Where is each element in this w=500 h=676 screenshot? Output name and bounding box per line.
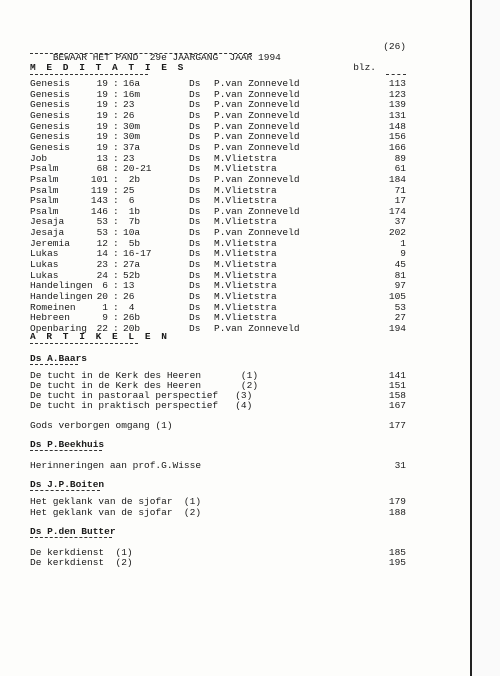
meditatie-row [30,90,406,100]
meditatie-page: 174 [388,205,406,217]
blz-rule [386,74,406,75]
meditatie-verse: 6 [123,195,135,207]
chapter-verse-separator: : [113,141,119,153]
meditatie-author: P.van Zonneveld [214,173,300,185]
meditatie-chapter: 19 [96,131,108,143]
meditatie-page: 184 [388,173,406,185]
meditatie-verse: 20b [123,322,141,334]
meditatie-title-prefix: Ds [189,216,201,228]
meditatie-row [30,249,406,259]
meditatie-title-prefix: Ds [189,99,201,111]
meditatie-page: 37 [394,216,406,228]
meditatie-title-prefix: Ds [189,131,201,143]
chapter-verse-separator: : [113,227,119,239]
meditatie-book: Jesaja [30,216,65,228]
chapter-verse-separator: : [113,88,119,100]
meditatie-title-prefix: Ds [189,259,201,271]
author-rule [30,537,112,538]
meditatie-chapter: 19 [96,99,108,111]
article-page: 31 [394,460,406,471]
meditatie-verse: 10a [123,227,141,239]
meditatie-title-prefix: Ds [189,322,201,334]
meditatie-row [30,164,406,174]
meditatie-row [30,303,406,313]
meditatie-book: Psalm [30,184,59,196]
meditatie-book: Jesaja [30,227,65,239]
meditatie-page: 71 [394,184,406,196]
meditatie-verse: 25 [123,184,135,196]
author-rule [30,490,100,491]
meditaties-heading: M E D I T A T I E S [30,62,186,73]
article-title: Gods verborgen omgang (1) [30,420,173,431]
meditatie-author: P.van Zonneveld [214,227,300,239]
meditatie-page: 61 [394,163,406,175]
meditatie-author: P.van Zonneveld [214,120,300,132]
article-row [30,558,406,568]
meditatie-verse: 23 [123,152,135,164]
meditatie-row [30,239,406,249]
meditatie-book: Genesis [30,99,70,111]
meditatie-verse: 26 [123,109,135,121]
meditatie-chapter: 101 [90,173,108,185]
meditatie-author: M.Vlietstra [214,237,277,249]
issue-number: (26) [383,41,406,52]
article-title: De tucht in de Kerk des Heeren (2) [30,380,259,391]
meditatie-row [30,271,406,281]
chapter-verse-separator: : [113,248,119,260]
meditatie-title-prefix: Ds [189,291,201,302]
meditatie-row [30,79,406,89]
meditatie-author: P.van Zonneveld [214,88,300,100]
meditatie-verse: 7b [123,216,141,228]
meditatie-author: P.van Zonneveld [214,99,300,111]
meditatie-page: 202 [388,227,406,239]
meditatie-page: 17 [394,195,406,207]
meditatie-page: 1 [400,237,406,249]
article-page: 179 [388,496,406,507]
article-page: 185 [388,547,406,558]
page-column-label: blz. [353,62,376,73]
meditatie-book: Genesis [30,88,70,100]
meditatie-page: 156 [388,131,406,143]
meditatie-chapter: 119 [90,184,108,196]
meditatie-book: Genesis [30,109,70,121]
meditatie-author: P.van Zonneveld [214,131,300,143]
article-page: 188 [388,507,406,518]
meditatie-title-prefix: Ds [189,205,201,217]
meditatie-verse: 16a [123,78,141,89]
meditatie-verse: 37a [123,141,141,153]
meditatie-book: Romeinen [30,301,76,313]
meditatie-row [30,111,406,121]
chapter-verse-separator: : [113,173,119,185]
meditatie-page: 105 [388,291,406,302]
meditatie-chapter: 19 [96,120,108,132]
article-page: 151 [388,380,406,391]
chapter-verse-separator: : [113,291,119,302]
article-row [30,421,406,431]
meditatie-title-prefix: Ds [189,280,201,292]
meditatie-verse: 1b [123,205,141,217]
meditatie-chapter: 19 [96,88,108,100]
meditatie-verse: 16m [123,88,141,100]
meditatie-book: Hebreen [30,312,70,324]
meditatie-chapter: 1 [102,301,108,313]
meditatie-chapter: 13 [96,152,108,164]
meditatie-page: 81 [394,269,406,281]
meditatie-page: 45 [394,259,406,271]
article-page: 177 [388,420,406,431]
meditatie-title-prefix: Ds [189,163,201,175]
meditatie-book: Handelingen [30,291,93,302]
page-edge [472,0,500,676]
article-author: Ds P.Beekhuis [30,439,105,450]
meditatie-book: Genesis [30,131,70,143]
chapter-verse-separator: : [113,259,119,271]
meditatie-chapter: 22 [96,322,108,334]
meditatie-author: M.Vlietstra [214,195,277,207]
meditatie-page: 139 [388,99,406,111]
meditatie-author: P.van Zonneveld [214,78,300,89]
meditatie-book: Jeremia [30,237,70,249]
meditatie-row [30,132,406,142]
meditatie-page: 53 [394,301,406,313]
meditatie-book: Genesis [30,141,70,153]
article-title: Het geklank van de sjofar (1) [30,496,202,507]
meditatie-verse: 30m [123,120,141,132]
meditatie-author: M.Vlietstra [214,152,277,164]
meditatie-page: 166 [388,141,406,153]
meditatie-verse: 20-21 [123,163,152,175]
meditatie-author: M.Vlietstra [214,216,277,228]
chapter-verse-separator: : [113,99,119,111]
meditatie-title-prefix: Ds [189,78,201,89]
article-title: Herinneringen aan prof.G.Wisse [30,460,202,471]
meditatie-author: P.van Zonneveld [214,205,300,217]
meditatie-chapter: 6 [102,280,108,292]
meditatie-book: Psalm [30,173,59,185]
meditatie-page: 89 [394,152,406,164]
article-title: De tucht in de Kerk des Heeren (1) [30,370,259,381]
meditatie-title-prefix: Ds [189,141,201,153]
meditatie-verse: 26 [123,291,135,302]
meditatie-page: 9 [400,248,406,260]
meditatie-author: P.van Zonneveld [214,109,300,121]
meditatie-author: M.Vlietstra [214,248,277,260]
meditatie-verse: 2b [123,173,141,185]
chapter-verse-separator: : [113,237,119,249]
meditatie-verse: 30m [123,131,141,143]
article-page: 141 [388,370,406,381]
meditatie-row [30,154,406,164]
meditatie-verse: 13 [123,280,135,292]
chapter-verse-separator: : [113,195,119,207]
meditatie-title-prefix: Ds [189,248,201,260]
meditatie-author: M.Vlietstra [214,312,277,324]
meditatie-chapter: 12 [96,237,108,249]
meditatie-chapter: 14 [96,248,108,260]
meditatie-chapter: 146 [90,205,108,217]
meditatie-book: Job [30,152,48,164]
header-title: BEWAAR HET PAND 29e JAARGANG JAAR 1994 [52,52,281,63]
meditatie-page: 97 [394,280,406,292]
meditatie-page: 123 [388,88,406,100]
chapter-verse-separator: : [113,322,119,334]
meditatie-row [30,217,406,227]
chapter-verse-separator: : [113,312,119,324]
meditatie-page: 113 [388,78,406,89]
chapter-verse-separator: : [113,269,119,281]
meditatie-chapter: 9 [102,312,108,324]
meditatie-chapter: 53 [96,216,108,228]
meditatie-row [30,281,406,291]
chapter-verse-separator: : [113,131,119,143]
meditatie-book: Psalm [30,195,59,207]
meditatie-title-prefix: Ds [189,301,201,313]
meditatie-title-prefix: Ds [189,227,201,239]
meditatie-title-prefix: Ds [189,312,201,324]
article-page: 195 [388,557,406,568]
meditatie-author: M.Vlietstra [214,269,277,281]
meditatie-author: M.Vlietstra [214,291,277,302]
chapter-verse-separator: : [113,120,119,132]
meditatie-verse: 27a [123,259,141,271]
meditatie-book: Lukas [30,248,59,260]
article-page: 167 [388,400,406,411]
meditatie-chapter: 19 [96,141,108,153]
meditatie-row [30,143,406,153]
chapter-verse-separator: : [113,205,119,217]
meditatie-book: Openbaring [30,322,88,334]
article-row [30,461,406,471]
meditatie-chapter: 143 [90,195,108,207]
meditatie-title-prefix: Ds [189,237,201,249]
meditatie-verse: 26b [123,312,141,324]
article-row [30,401,406,411]
meditatie-row [30,175,406,185]
meditatie-book: Psalm [30,205,59,217]
article-author: Ds J.P.Boiten [30,479,105,490]
meditatie-author: M.Vlietstra [214,280,277,292]
meditatie-row [30,196,406,206]
meditatie-verse: 4 [123,301,135,313]
meditatie-book: Lukas [30,269,59,281]
meditatie-book: Handelingen [30,280,93,292]
meditatie-chapter: 19 [96,78,108,89]
author-rule [30,364,78,365]
article-page: 158 [388,390,406,401]
meditatie-row [30,313,406,323]
chapter-verse-separator: : [113,152,119,164]
meditatie-verse: 23 [123,99,135,111]
article-title: De tucht in pastoraal perspectief (3) [30,390,253,401]
meditatie-chapter: 19 [96,109,108,121]
meditatie-verse: 5b [123,237,141,249]
meditatie-row [30,122,406,132]
meditatie-chapter: 53 [96,227,108,239]
article-author: Ds P.den Butter [30,526,116,537]
meditatie-author: M.Vlietstra [214,184,277,196]
article-author: Ds A.Baars [30,353,88,364]
meditatie-title-prefix: Ds [189,184,201,196]
meditatie-author: P.van Zonneveld [214,141,300,153]
meditatie-page: 131 [388,109,406,121]
meditatie-verse: 16-17 [123,248,152,260]
meditatie-title-prefix: Ds [189,269,201,281]
meditatie-author: P.van Zonneveld [214,322,300,334]
artikelen-rule [30,343,138,344]
meditatie-title-prefix: Ds [189,88,201,100]
chapter-verse-separator: : [113,280,119,292]
meditatie-chapter: 24 [96,269,108,281]
author-rule [30,450,102,451]
article-title: De kerkdienst (2) [30,557,133,568]
meditatie-page: 194 [388,322,406,334]
meditatie-page: 27 [394,312,406,324]
chapter-verse-separator: : [113,184,119,196]
artikelen-heading: A R T I K E L E N [30,331,170,342]
meditatie-title-prefix: Ds [189,195,201,207]
article-row [30,497,406,507]
chapter-verse-separator: : [113,163,119,175]
meditatie-chapter: 23 [96,259,108,271]
chapter-verse-separator: : [113,216,119,228]
meditatie-title-prefix: Ds [189,152,201,164]
meditatie-book: Genesis [30,120,70,132]
meditatie-row [30,100,406,110]
meditatie-title-prefix: Ds [189,173,201,185]
meditaties-rule [30,74,148,75]
meditatie-chapter: 20 [96,291,108,302]
meditatie-page: 148 [388,120,406,132]
meditatie-row [30,207,406,217]
meditatie-book: Lukas [30,259,59,271]
article-title: De tucht in praktisch perspectief (4) [30,400,253,411]
chapter-verse-separator: : [113,301,119,313]
meditatie-author: M.Vlietstra [214,301,277,313]
chapter-verse-separator: : [113,109,119,121]
chapter-verse-separator: : [113,78,119,89]
header-rule [30,53,252,54]
meditatie-row [30,228,406,238]
meditatie-author: M.Vlietstra [214,259,277,271]
meditatie-row [30,292,406,302]
meditatie-book: Psalm [30,163,59,175]
meditatie-book: Genesis [30,78,70,89]
meditatie-verse: 52b [123,269,141,281]
meditatie-chapter: 68 [96,163,108,175]
article-title: De kerkdienst (1) [30,547,133,558]
meditatie-title-prefix: Ds [189,109,201,121]
meditatie-row [30,260,406,270]
article-row [30,508,406,518]
meditatie-row [30,186,406,196]
article-title: Het geklank van de sjofar (2) [30,507,202,518]
meditatie-author: M.Vlietstra [214,163,277,175]
meditatie-title-prefix: Ds [189,120,201,132]
